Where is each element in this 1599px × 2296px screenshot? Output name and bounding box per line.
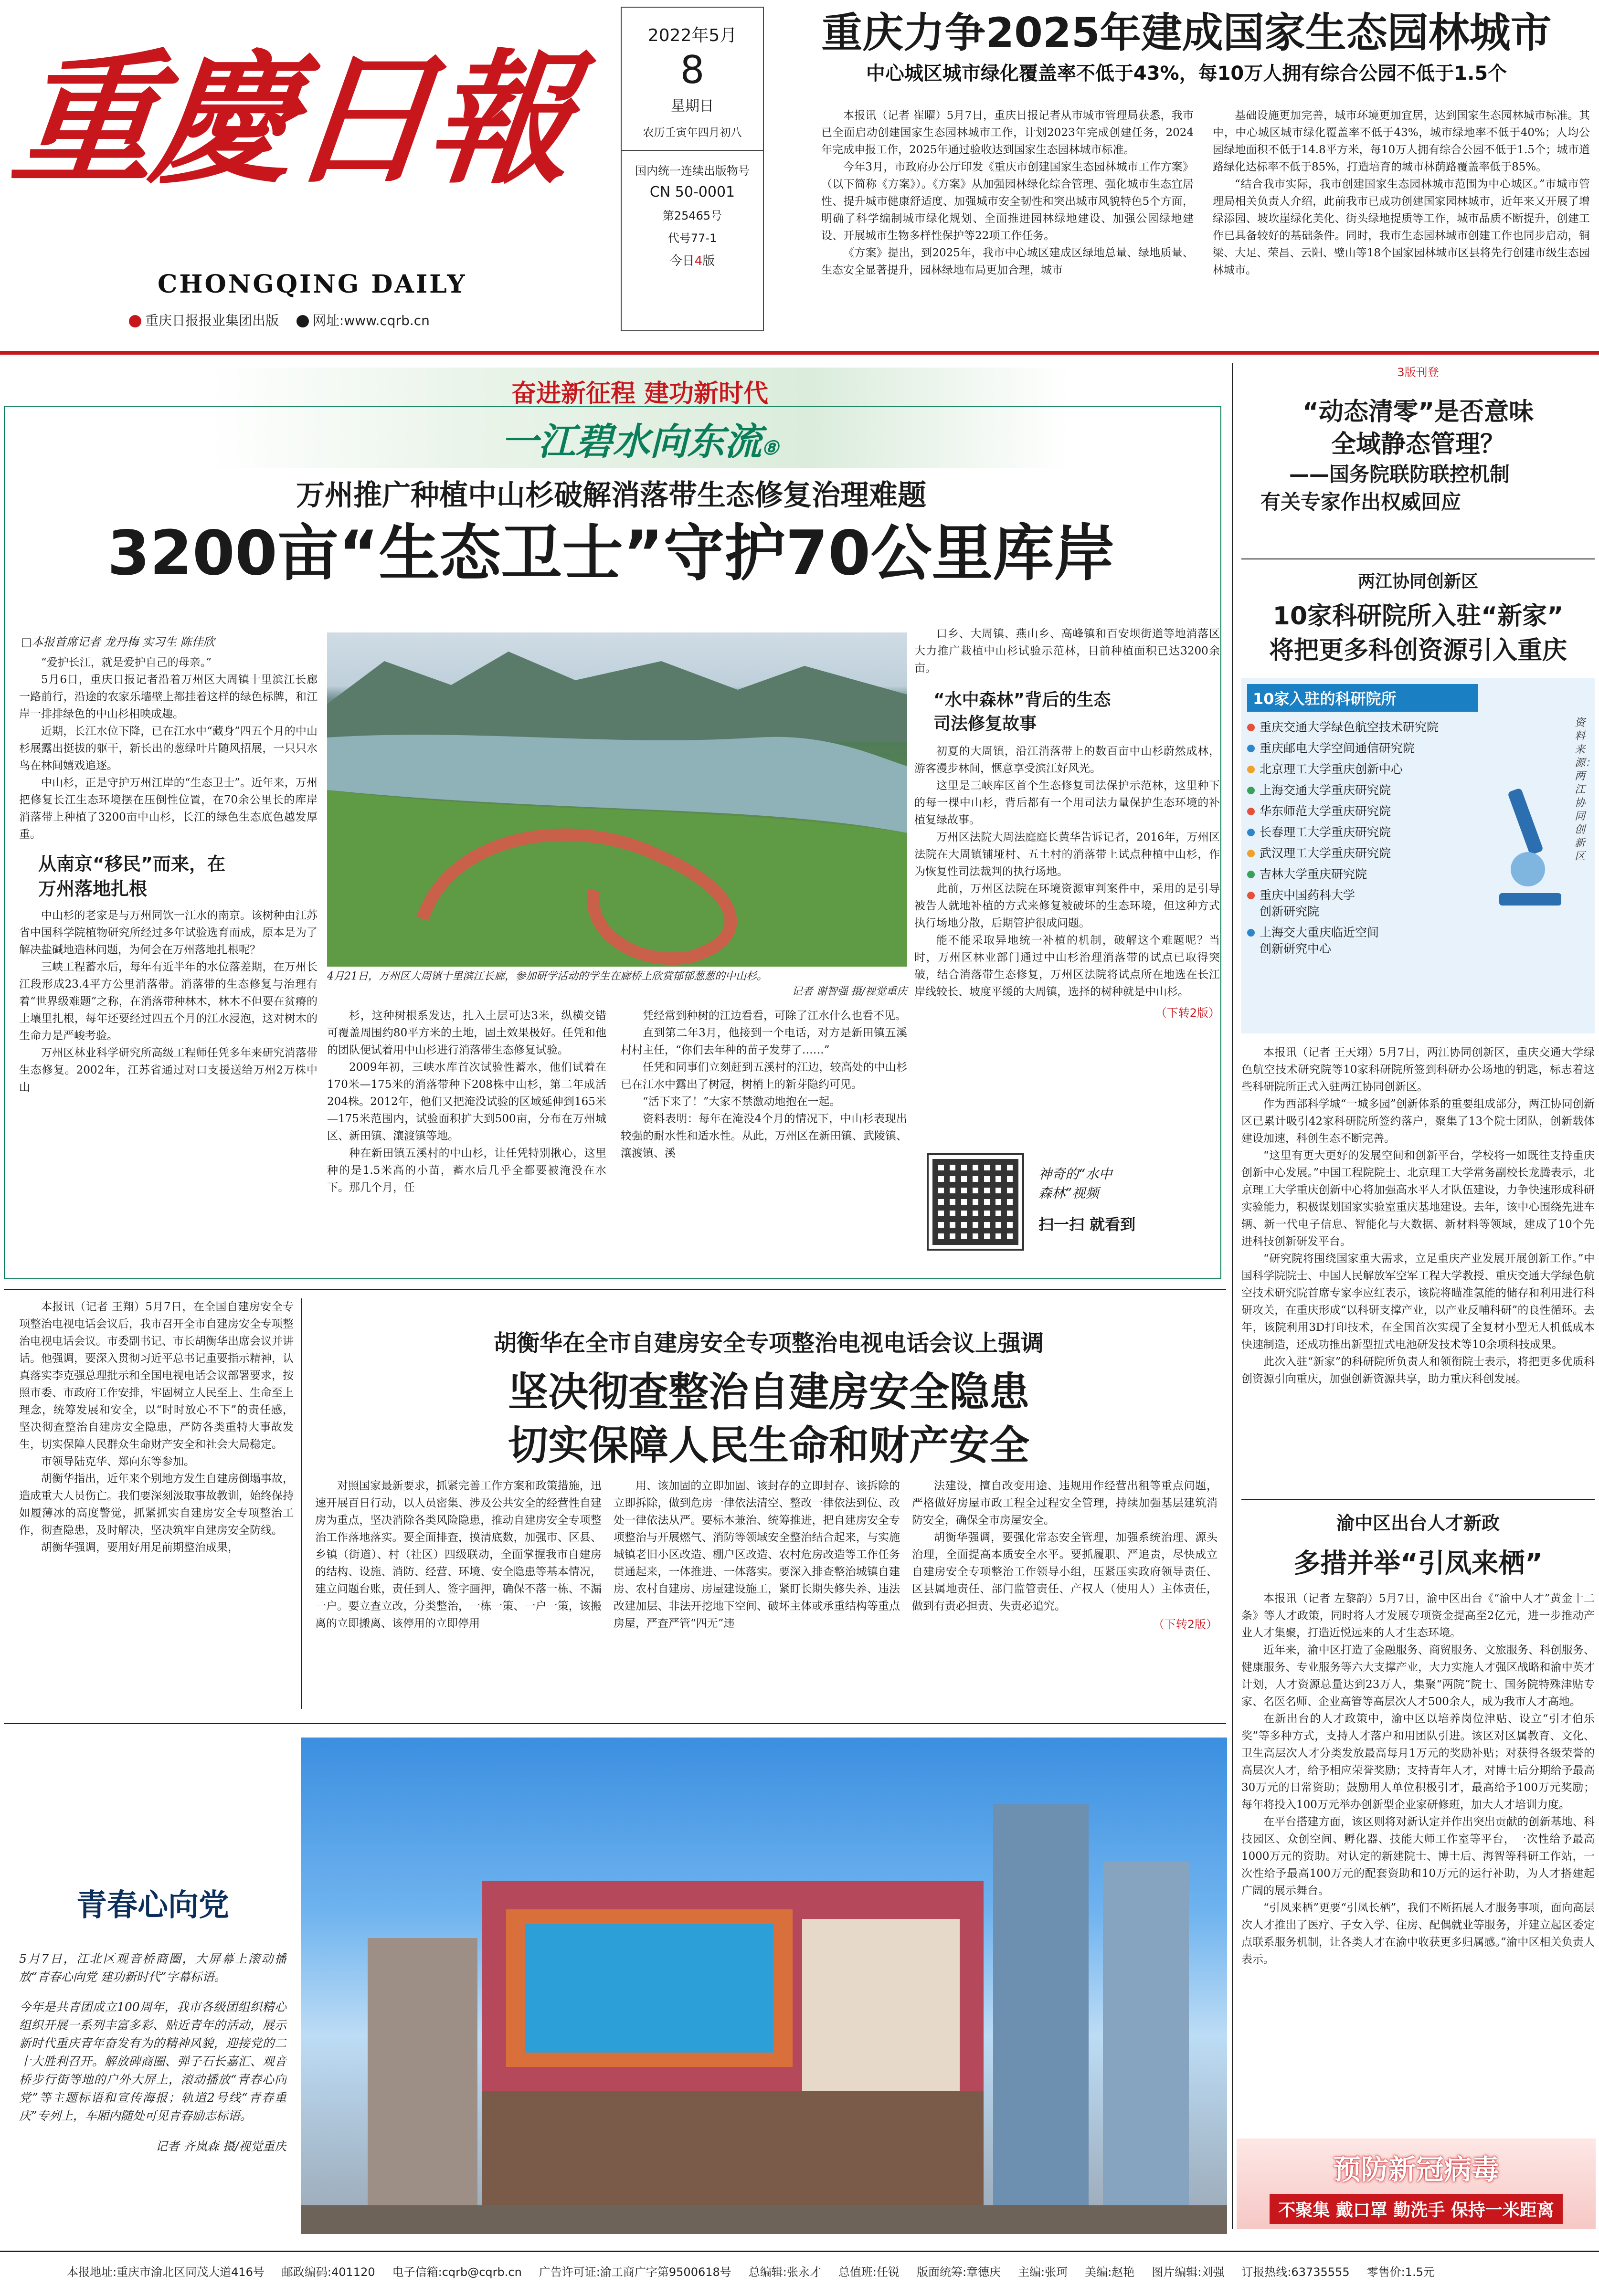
publisher-line (129, 310, 511, 329)
paragraph: 此次入驻“新家”的科研院所负责人和领衔院士表示，将把更多优质科创资源引向重庆，加强创新资源共享，助力重庆科创发展。 (1241, 1356, 1595, 1385)
footer-item: 总值班:任锐 (838, 2265, 900, 2279)
teaser (1241, 363, 1595, 535)
serial-label: 国内统一连续出版物号 (635, 164, 750, 178)
lower-rule (4, 1723, 1226, 1724)
wanzhou-headline: 3200亩“生态卫士”守护70公里库岸 (107, 518, 1115, 589)
bullet-icon (1247, 829, 1255, 836)
wanzhou-byline: □本报首席记者 龙丹梅 实习生 陈佳欣 (21, 635, 215, 649)
institute-item: 华东师范大学重庆研究院 (1247, 803, 1476, 820)
globe-icon (297, 315, 309, 327)
footer-item: 总编辑:张永才 (748, 2265, 821, 2279)
footer-item: 电子信箱:cqrb@cqrb.cn (392, 2265, 522, 2279)
paragraph: 本报讯（记者 王翔）5月7日，在全国自建房安全专项整治电视电话会议后，我市召开全市自建房安全专项整治电视电话会议。市委副书记、市长胡衡华出席会议并讲话。他强调，要深入贯彻习近平总书记重要指示精神，认真落实李克强总理批示和全国电视电话会议部署要求，按照市委、市政府工作安排，牢固树立人民至上、生命至上理念，统筹发展和安全，以“时时放心不下”的责任感，坚决彻查整治自建房安全隐患，严防各类重特大事故发生，切实保障人民群众生命财产安全和社会大局稳定。 (19, 1301, 294, 1451)
paragraph: 用、该加固的立即加固、该封存的立即封存、该拆除的立即拆除，做到危房一律依法清空、整改一律依法到位、改处一律依法从严。要标本兼治、统筹推进，把自建房安全专项整治与开展燃气、消防等领域安全整治结合起来，与实施城镇老旧小区改造、棚户区改造、农村危房改造等工作任务贯通起来，一体推进、一体落实。要深入排查整治城镇自建房、农村自建房、房屋建设施工，紧盯长期失修失养、违法改建加层、非法开挖地下空间、破坏主体或承重结构等重点房屋，严查严管“四无”违 (614, 1480, 900, 1630)
selfbuilt-col2 (614, 1477, 900, 1711)
epidemic-title: 预防新冠病毒 (1333, 2153, 1499, 2186)
photo-guanyinqiao (301, 1738, 1227, 2234)
institute-item: 武汉理工大学重庆研究院 (1247, 845, 1476, 862)
globe-icon (129, 315, 141, 327)
paragraph: 杉，这种树根系发达，扎入土层可达3米，纵横交错可覆盖周围约80平方米的土地，固土效果极好。任凭和他的团队便试着用中山杉进行消落带生态修复试验。 (327, 1010, 606, 1056)
paragraph: 种在新田镇五溪村的中山杉，让任凭特别揪心，这里种的是1.5米高的小苗，蓄水后几乎全都要被淹没在水下。那几个月，任 (327, 1147, 606, 1194)
series-title: 一江碧水向东流⑧ (501, 420, 779, 463)
paragraph: 今年是共青团成立100周年，我市各级团组织精心组织开展一系列丰富多彩、贴近青年的活动，展示新时代重庆青年奋发有为的精神风貌，迎接党的二十大胜利召开。解放碑商圈、弹子石长嘉汇、观音桥步行街等地的户外大屏上，滚动播放“青春心向党”等主题标语和宣传海报；轨道2号线“青春重庆”专列上，车厢内随处可见青春励志标语。 (19, 2000, 286, 2123)
paragraph: 口乡、大周镇、燕山乡、高峰镇和百安坝街道等地消落区大力推广栽植中山杉试验示范林，目前种植面积已达3200余亩。 (914, 628, 1220, 674)
banner-slogan: 奋进新征程 建功新时代 (511, 379, 769, 408)
publisher: 重庆日报报业集团出版 (145, 313, 279, 328)
institute-box-title: 10家入驻的科研院所 (1247, 684, 1478, 712)
date-year-month: 2022年5月 (647, 26, 737, 45)
selfbuilt-col1 (315, 1477, 602, 1711)
bullet-icon (1247, 871, 1255, 878)
qr-scan: 扫一扫 就看到 (1038, 1215, 1136, 1233)
wanzhou-col2 (327, 1007, 606, 1270)
youth-title: 青春心向党 (76, 1887, 229, 1923)
paragraph: 2009年初，三峡水库首次试验性蓄水，他们试着在170米—175米的消落带种下208株中山杉，第二年成活204株。2012年，他们又把淹没试验的区域延伸到165米—175米范围内，试验面积扩大到500亩，分布在万州城区、新田镇、瀼渡镇等地。 (327, 1061, 606, 1142)
paragraph: 今年3月，市政府办公厅印发《重庆市创建国家生态园林城市工作方案》（以下简称《方案》）。《方案》从加强园林绿化综合管理、强化城市生态宜居性、提升城市健康舒适度、加强城市安全韧性和突出城市风貌特色5个方面，明确了科学编制城市绿化规划、全面推进园林绿地建设、加强公园绿地建设、开展城市生物多样性保护等22项工作任务。 (821, 161, 1194, 242)
qr-code[interactable] (929, 1155, 1022, 1249)
selfbuilt-divider (301, 1298, 302, 1709)
footer-item: 订报热线:63735555 (1241, 2265, 1350, 2279)
weekday: 星期日 (671, 98, 714, 115)
footer-item: 本报地址:重庆市渝北区同茂大道416号 (67, 2265, 265, 2279)
logo (5, 19, 602, 267)
paragraph: 三峡工程蓄水后，每年有近半年的水位落差期，在万州长江段形成23.4平方公里消落带。消落带的生态修复与治理有着“世界级难题”之称，在消落带种林木，林木不但要在贫瘠的土壤里扎根，每年还要经过四五个月的江水浸泡，这对树木的生命力是严峻考验。 (19, 961, 318, 1042)
selfbuilt-lead (19, 1298, 294, 1709)
institute-item: 上海交大重庆临近空间 创新研究中心 (1247, 925, 1476, 957)
right-rule-2 (1241, 1499, 1595, 1500)
talent-kicker: 渝中区出台人才新政 (1336, 1513, 1500, 1534)
footer-item: 美编:赵艳 (1085, 2265, 1135, 2279)
paragraph: “结合我市实际，我市创建国家生态园林城市范围为中心城区。”市城市管理局相关负责人介绍，此前我市已成功创建国家园林城市，近年来又开展了增绿添园、坡坎崖绿化美化、街头绿地提质等工作，城市品质不断提升，创建工作已具备较好的基础条件。同时，我市生态园林城市创建工作也同步启动，铜梁、大足、荣昌、云阳、璧山等18个国家园林城市区县将先行创建市级生态园林城市。 (1213, 178, 1590, 276)
bullet-icon (1247, 787, 1255, 794)
wanzhou-kicker: 万州推广种植中山杉破解消落带生态修复治理难题 (296, 479, 926, 512)
masthead-rule (0, 351, 1599, 355)
masthead (0, 0, 1599, 353)
paragraph: 5月6日，重庆日报记者沿着万州区大周镇十里滨江长廊一路前行，沿途的农家乐墙壁上都挂着这样的绿色标牌，和江岸一排排绿色的中山杉相映成趣。 (19, 674, 318, 720)
source-note: 资料来源：两江协同创新区 (1575, 717, 1596, 863)
institute-box (1241, 678, 1595, 1033)
paragraph: 近期，长江水位下降，已在江水中“藏身”四五个月的中山杉展露出挺拔的躯干，新长出的葱绿叶片随风招展，一只只水鸟在林间嬉戏追逐。 (19, 725, 318, 772)
logo-english: CHONGQING DAILY (158, 270, 467, 299)
microscope-icon (1490, 779, 1571, 912)
paragraph: 在平台搭建方面，该区则将对新认定并作出突出贡献的创新基地、科技园区、众创空间、孵化器、技能大师工作室等平台，一次性给予最高1000万元的资助。对认定的新建院士、博士后、海智等科研工作站，一次性给予最高100万元的配套资助和10万元的运行补助，为人才搭建起广阔的展示舞台。 (1241, 1816, 1595, 1897)
paragraph: 凭经常到种树的江边看看，可除了江水什么也看不见。 (643, 1010, 906, 1022)
paragraph: 此前，万州区法院在环境资源审判案件中，采用的是引导被告人就地补植的方式来修复被破坏的生态环境，但这种方式执行场地分散，后期管护很成问题。 (914, 883, 1220, 929)
qr-caption: 神奇的“水中 森林”视频 (1038, 1166, 1112, 1201)
paragraph: 资料表明：每年在淹没4个月的情况下，中山杉表现出较强的耐水性和适水性。从此，万州区在新田镇、武陵镇、瀼渡镇、溪 (621, 1113, 907, 1159)
footer-item: 主编:张珂 (1018, 2265, 1068, 2279)
paragraph: 中山杉，正是守护万州江岸的“生态卫士”。近年来，万州把修复长江生态环境摆在压倒性位置，在70余公里长的库岸消落带上种植了3200亩中山杉，长江的绿色生态底色越发厚重。 (19, 777, 318, 841)
bullet-icon (1247, 892, 1255, 899)
institute-list (1247, 719, 1476, 957)
top-subhead: 中心城区城市绿化覆盖率不低于43%，每10万人拥有综合公园不低于1.5个 (866, 63, 1507, 84)
paragraph: 这里是三峡库区首个生态修复司法保护示范林，这里种下的每一棵中山杉，背后都有一个用司法力量保护生态环境的补植复绿故事。 (914, 779, 1220, 826)
paragraph: 胡衡华强调，要用好用足前期整治成果， (41, 1541, 239, 1554)
footer-item: 邮政编码:401120 (281, 2265, 375, 2279)
logo-text: 重慶日報 (5, 35, 577, 203)
teaser-tag: 3版刊登 (1397, 366, 1439, 379)
research-kicker: 两江协同创新区 (1357, 572, 1478, 591)
institute-item: 重庆交通大学绿色航空技术研究院 (1247, 719, 1476, 736)
institute-item: 上海交通大学重庆研究院 (1247, 782, 1476, 799)
institute-item: 重庆邮电大学空间通信研究院 (1247, 740, 1476, 757)
institute-item: 重庆中国药科大学 创新研究院 (1247, 887, 1476, 920)
top-story (783, 7, 1590, 346)
footer-item: 图片编辑:刘强 (1152, 2265, 1225, 2279)
paragraph: 初夏的大周镇，沿江消落带上的数百亩中山杉蔚然成林，游客漫步林间，惬意享受滨江好风光。 (914, 745, 1220, 775)
paragraph: 万州区法院大周法庭庭长黄华告诉记者，2016年，万州区法院在大周镇铺垭村、五土村的消落带上试点种植中山杉，作为恢复性司法裁判的执行场地。 (914, 831, 1220, 878)
paragraph: 胡衡华强调，要强化常态安全管理，加强系统治理、源头治理，全面提高本质安全水平。要抓履职、严追责，尽快成立自建房安全专项整治工作领导小组，压紧压实政府领导责任、区县属地责任、部门监管责任、产权人（使用人）主体责任，做到有责必担责、失责必追究。 (912, 1531, 1218, 1612)
selfbuilt-col3 (912, 1477, 1218, 1711)
paragraph: “研究院将围绕国家重大需求，立足重庆产业发展开展创新工作。”中国科学院院士、中国人民解放军空军工程大学教授、重庆交通大学绿色航空技术研究院首席专家李应红表示，该院将瞄准氢能的储存和利用进行科研攻关，在重庆形成“以科研支撑产业，以产业反哺科研”的良性循环。去年，该院利用3D打印技术，在全国首次实现了全复材小型无人机低成本快速制造，还成功推出新型扭式电池研发技术等10余项科技成果。 (1241, 1253, 1595, 1351)
paragraph: 本报讯（记者 王天翊）5月7日，两江协同创新区，重庆交通大学绿色航空技术研究院等10家科研院所签到科研办公场地的钥匙，标志着这些科研院所正式入驻两江协同创新区。 (1241, 1046, 1595, 1093)
bullet-icon (1247, 929, 1255, 937)
paragraph: 中山杉的老家是与万州同饮一江水的南京。该树种由江苏省中国科学院植物研究所经过多年试验选育而成，原本是为了解决盐碱地造林问题，为何会在万州落地扎根呢？ (19, 909, 318, 956)
distribution-code: 代号77-1 (667, 232, 717, 245)
paragraph: 本报讯（记者 左黎韵）5月7日，渝中区出台《“渝中人才”黄金十二条》等人才政策，同时将人才发展专项资金提高至2亿元，进一步推动产业人才集聚，打造近悦远来的人才生态环境。 (1241, 1592, 1595, 1639)
paragraph: 直到第二年3月，他接到一个电话，对方是新田镇五溪村村主任，“你们去年种的苗子发芽了……” (621, 1027, 907, 1056)
paragraph: 在新出台的人才政策中，渝中区以培养岗位津贴、设立“引才伯乐奖”等多种方式，支持人才落户和用团队引进。该区对区属教育、文化、卫生高层次人才分类发放最高每月1万元的奖励补贴；对获得各级荣誉的高层次人才，给予相应荣誉奖励；支持青年人才，对博士后分期给予最高30万元的日常资助；鼓励用人单位积极引才，最高给予100万元奖励；每年将投入100万元举办创新型企业家研修班，加大人才培训力度。 (1241, 1713, 1595, 1811)
photo-scene (327, 632, 907, 967)
paragraph: 能不能采取异地统一补植的机制，破解这个难题呢？当时，万州区林业部门通过中山杉治理消落带的试点已取得突破，结合消落带生态修复，万州区法院将试点所在地选在长江岸线较长、坡度平缓的大周镇，选择的树种就是中山杉。 (914, 934, 1220, 998)
paragraph: 万州区林业科学研究所高级工程师任凭多年来研究消落带生态修复。2002年，江苏省通过对口支援送给万州2万株中山 (19, 1047, 318, 1094)
qr-block (929, 1155, 1206, 1251)
talent-story (1241, 1508, 1595, 2138)
institute-item: 吉林大学重庆研究院 (1247, 866, 1476, 883)
top-headline: 重庆力争2025年建成国家生态园林城市 (821, 9, 1552, 57)
teaser-title: “动态清零”是否意味 全域静态管理？ (1302, 398, 1534, 459)
teaser-sub: ——国务院联防联控机制 有关专家作出权威回应 (1260, 463, 1510, 514)
epidemic-banner (1237, 2138, 1596, 2229)
bullet-icon (1247, 808, 1255, 815)
research-story (1241, 568, 1595, 1465)
institute-item: 长春理工大学重庆研究院 (1247, 824, 1476, 841)
talent-headline: 多措并举“引凤来栖” (1293, 1548, 1543, 1579)
paragraph: 市领导陆克华、郑向东等参加。 (41, 1455, 195, 1468)
cn-code: CN 50-0001 (649, 184, 735, 200)
wanzhou-col1 (19, 654, 318, 1265)
footer-item: 版面统筹:章德庆 (916, 2265, 1001, 2279)
research-headline: 10家科研院所入驻“新家” 将把更多科创资源引入重庆 (1269, 602, 1567, 665)
bullet-icon (1247, 724, 1255, 731)
right-rule-1 (1241, 558, 1595, 559)
photo-credit: 记者 谢智强 摄/视觉重庆 (792, 986, 907, 998)
footer (67, 2263, 1595, 2279)
paragraph: 对照国家最新要求，抓紧完善工作方案和政策措施，迅速开展百日行动，以人员密集、涉及公共安全的经营性自建房为重点，坚决消除各类风险隐患，推动自建房安全专项整治工作落地落实。要全面排查，摸清底数，加强市、区县、乡镇（街道）、村（社区）四级联动，全面掌握我市自建房的结构、设施、消防、经营、环境、安全隐患等基本情况，建立问题台账，责任到人、签字画押，确保不落一栋、不漏一户。要立查立改，分类整治，一栋一策、一户一策，该搬离的立即搬离、该停用的立即停用 (315, 1480, 602, 1630)
paragraph: 基础设施更加完善，城市环境更加宜居，达到国家生态园林城市标准。其中，中心城区城市绿化覆盖率不低于43%，城市绿地率不低于40%；人均公园绿地面积不低于14.8平方米，每10万人拥有综合公园不低于1.5个；城市道路绿化达标率不低于85%，打造培育的城市林荫路覆盖率低于85%。 (1213, 109, 1590, 173)
paragraph: 5月7日，江北区观音桥商圈，大屏幕上滚动播放“青春心向党 建功新时代”字幕标语。 (19, 1952, 286, 1984)
paragraph: 任凭和同事们立刻赶到五溪村的江边，较高处的中山杉已在江水中露出了树冠，树梢上的新芽隐约可见。 (621, 1061, 907, 1091)
selfbuilt-continued: （下转2版） (1153, 1618, 1218, 1631)
mountains (327, 652, 907, 742)
date-day: 8 (680, 48, 705, 92)
photo-caption: 4月21日，万州区大周镇十里滨江长廊，参加研学活动的学生在廊桥上欣赏郁郁葱葱的中山杉。 记者 谢智强 摄/视觉重庆 (327, 969, 907, 1000)
selfbuilt-kicker: 胡衡华在全市自建房安全专项整治电视电话会议上强调 (493, 1330, 1044, 1357)
bullet-icon (1247, 745, 1255, 752)
paragraph: “引凤来栖”更要“引凤长栖”，我们不断拓展人才服务事项，面向高层次人才推出了医疗、子女入学、住房、配偶就业等服务，并建立起区委定点联系服务机制，让各类人才在渝中收获更多归属感。”渝中区相关负责人表示。 (1241, 1902, 1595, 1966)
photo-buildings (301, 1738, 1227, 2234)
pages-today: 今日4版 (669, 254, 715, 268)
website: 网址:www.cqrb.cn (312, 313, 430, 328)
paragraph: 胡衡华指出，近年来个别地方发生自建房倒塌事故，造成重大人员伤亡。我们要深刻汲取事故教训，始终保持如履薄冰的高度警觉，抓紧抓实自建房安全专项整治工作，彻查隐患，及时解决，坚决筑牢自建房安全防线。 (19, 1473, 294, 1537)
paragraph: 近年来，渝中区打造了金融服务、商贸服务、文旅服务、科创服务、健康服务、专业服务等六大支撑产业，大力实施人才强区战略和渝中英才计划，人才资源总量达到23万人，集聚“两院”院士、国务院特殊津贴专家、名医名师、企业高管等高层次人才500余人，成为我市人才高地。 (1241, 1644, 1595, 1708)
epidemic-slogan: 不聚集 戴口罩 勤洗手 保持一米距离 (1270, 2194, 1563, 2224)
selfbuilt-headline: 坚决彻查整治自建房安全隐患 切实保障人民生命和财产安全 (508, 1369, 1029, 1469)
bullet-icon (1247, 850, 1255, 857)
top-story-col2 (1213, 107, 1590, 346)
footer-item: 广告许可证:渝工商广字第9500618号 (539, 2265, 731, 2279)
youth-text (19, 1938, 286, 2220)
wanzhou-subhead-2: “水中森林”背后的生态 司法修复故事 (933, 690, 1111, 734)
paragraph: 作为西部科学城“一城多园”创新体系的重要组成部分，两江协同创新区已累计吸引42家科研院所签约落户，聚集了13个院士团队，创新载体建设加速，科创生态不断完善。 (1241, 1098, 1595, 1145)
wanzhou-col3 (621, 1007, 907, 1270)
youth-credit: 记者 齐岚森 摄/视觉重庆 (155, 2139, 286, 2153)
lunar-date: 农历壬寅年四月初八 (643, 126, 742, 139)
paragraph: “爱护长江，就是爱护自己的母亲。” (41, 656, 212, 669)
institute-item: 北京理工大学重庆创新中心 (1247, 761, 1476, 778)
paragraph: “活下来了！”大家不禁激动地抱在一起。 (643, 1095, 841, 1108)
right-divider (1232, 363, 1233, 2229)
photo-longcorridor (327, 632, 907, 967)
paragraph: 法建设，擅自改变用途、违规用作经营出租等重点问题，严格做好房屋市政工程全过程安全管理，持续加强基层建筑消防安全，确保全市房屋安全。 (912, 1480, 1218, 1527)
continued-note: （下转2版） (1155, 1006, 1220, 1020)
wanzhou-col4 (914, 625, 1220, 1150)
paragraph: “这里有更大更好的发展空间和创新平台，学校将一如既往支持重庆创新中心发展。”中国工程院院士、北京理工大学常务副校长龙腾表示，北京理工大学重庆创新中心将加强高水平人才队伍建设，力争快速形成科研实验能力，积极谋划国家实验室重庆基地建设。去年，该中心围绕先进车辆、新一代电子信息、智能化与大数据、新材料等领域，建成了10个先进科技创新研发平台。 (1241, 1149, 1595, 1248)
top-story-col1 (821, 107, 1194, 346)
mid-rule (4, 1289, 1226, 1290)
issue-no: 第25465号 (662, 209, 722, 222)
paragraph: 《方案》提出，到2025年，我市中心城区建成区绿地总量、绿地质量、生态安全显著提升，园林绿地布局更加合理，城市 (821, 247, 1194, 276)
wanzhou-subhead: 从南京“移民”而来，在 万州落地扎根 (38, 853, 225, 899)
date-box (621, 7, 764, 331)
footer-item: 零售价:1.5元 (1366, 2265, 1435, 2279)
bullet-icon (1247, 766, 1255, 773)
footer-rule (0, 2251, 1599, 2252)
paragraph: 本报讯（记者 崔曜）5月7日，重庆日报记者从市城市管理局获悉，我市已全面启动创建国家生态园林城市工作，计划2023年完成创建任务，2024年完成申报工作，2025年通过验收达到国家生态园林城市标准。 (821, 109, 1194, 156)
